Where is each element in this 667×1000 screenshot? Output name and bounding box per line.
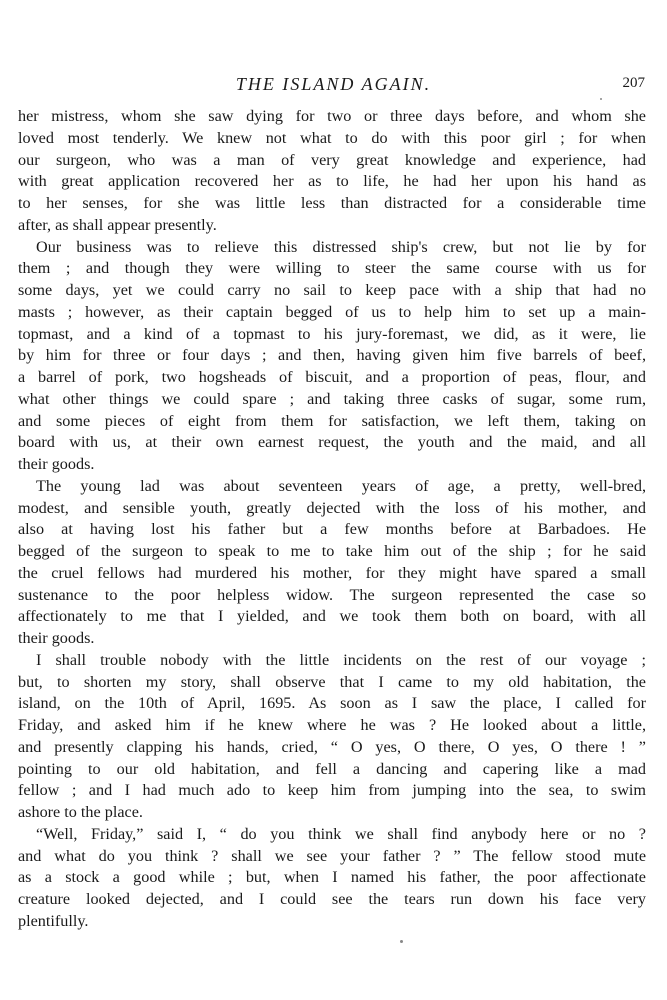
text-line: pointing to our old habitation, and fell a dancing and capering like a mad — [18, 759, 646, 778]
text-line: The young lad was about seventeen years of age, a pretty, well-bred, — [36, 476, 646, 495]
text-line: and some pieces of eight from them for satisfaction, we left them, taking on — [18, 411, 646, 430]
text-line: island, on the 10th of April, 1695. As soon as I saw the place, I called for — [18, 694, 646, 713]
text-line: our surgeon, who was a man of very great knowledge and experience, had — [18, 150, 646, 169]
text-line: masts ; however, as their captain begged of us to help him to set up a main- — [18, 302, 646, 321]
text-line: “Well, Friday,” said I, “ do you think we shall find anybody here or no ? — [36, 824, 646, 843]
page-number: 207 — [622, 75, 645, 91]
text-line: Friday, and asked him if he knew where he was ? He looked about a little, — [18, 716, 646, 734]
text-line: what other things we could spare ; and taking three casks of sugar, some rum, — [18, 389, 646, 408]
text-line: plentifully. — [18, 911, 89, 930]
text-line: some days, yet we could carry no sail to keep pace with a ship that had no — [18, 281, 646, 299]
text-line: her mistress, whom she saw dying for two or three days before, and whom she — [18, 107, 646, 125]
text-line: their goods. — [18, 455, 95, 473]
text-line: I shall trouble nobody with the little incidents on the rest of our voyage ; — [36, 650, 646, 669]
text-line: topmast, and a kind of a topmast to his jury-foremast, we did, as it were, lie — [18, 324, 646, 343]
text-line: affectionately to me that I yielded, and we took them both on board, with all — [18, 607, 646, 626]
text-line: loved most tenderly. We knew not what to do with this poor girl ; for when — [18, 128, 646, 147]
text-line: with great application recovered her as to life, he had her upon his hand as — [18, 172, 646, 191]
text-line: and what do you think ? shall we see your father ? ” The fellow stood mute — [18, 846, 646, 865]
text-line: and presently clapping his hands, cried, “ O yes, O there, O yes, O there ! ” — [18, 737, 646, 756]
text-line: sustenance to the poor helpless widow. The surgeon represented the case so — [18, 585, 646, 604]
text-line: to her senses, for she was little less than distracted for a considerable time — [18, 194, 646, 212]
text-line: but, to shorten my story, shall observe that I came to my old habitation, the — [18, 672, 646, 691]
text-line: the cruel fellows had murdered his mother, for they might have spared a small — [18, 563, 646, 582]
text-line: a barrel of pork, two hogsheads of biscuit, and a proportion of peas, flour, and — [18, 368, 646, 386]
text-line: their goods. — [18, 629, 95, 647]
text-line: them ; and though they were willing to steer the same course with us for — [18, 259, 646, 278]
text-line: by him for three or four days ; and then, having given him five barrels of beef, — [18, 346, 646, 365]
text-line: board with us, at their own earnest request, the youth and the maid, and all — [18, 433, 646, 452]
text-line: after, as shall appear presently. — [18, 215, 217, 234]
text-line: begged of the surgeon to speak to me to take him out of the ship ; for he said — [18, 542, 646, 560]
body-text — [18, 106, 646, 933]
running-header — [0, 74, 667, 96]
text-line: modest, and sensible youth, greatly dejected with the loss of his mother, and — [18, 498, 646, 517]
text-line: ashore to the place. — [18, 803, 143, 821]
text-line: fellow ; and I had much ado to keep him from jumping into the sea, to swim — [18, 781, 646, 800]
running-title: THE ISLAND AGAIN. — [235, 74, 432, 94]
text-line: Our business was to relieve this distressed ship's crew, but not lie by for — [36, 237, 646, 256]
text-line: as a stock a good while ; but, when I named his father, the poor affectionate — [18, 868, 646, 887]
paper-speck — [600, 98, 602, 100]
text-line: creature looked dejected, and I could see the tears run down his face very — [18, 890, 646, 908]
text-line: also at having lost his father but a few months before at Barbadoes. He — [18, 520, 646, 539]
paper-speck — [400, 940, 403, 943]
